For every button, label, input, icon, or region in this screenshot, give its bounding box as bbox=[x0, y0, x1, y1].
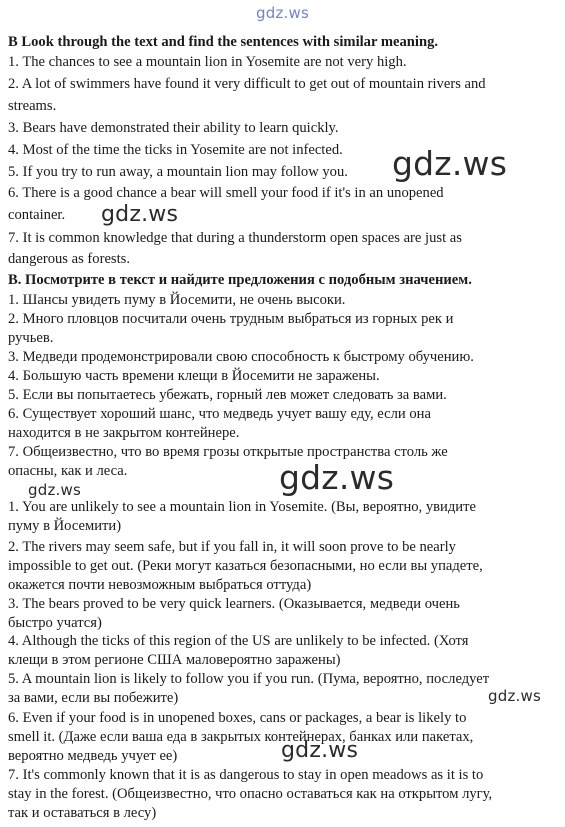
ru-line-10: опасны, как и леса. bbox=[8, 463, 128, 479]
ru-line-3: ручьев. bbox=[8, 330, 54, 346]
watermark-large-1: gdz.ws bbox=[392, 144, 508, 183]
watermark-top: gdz.ws bbox=[256, 4, 309, 22]
en-line-2: 2. A lot of swimmers have found it very difficult to get out of mountain rivers and bbox=[8, 76, 486, 92]
watermark-small-1: gdz.ws bbox=[28, 481, 81, 499]
en-line-4: 3. Bears have demonstrated their ability to learn quickly. bbox=[8, 120, 339, 136]
answer-line-1: 1. You are unlikely to see a mountain lion in Yosemite. (Вы, вероятно, увидите bbox=[8, 499, 476, 515]
ru-line-4: 3. Медведи продемонстрировали свою способность к быстрому обучению. bbox=[8, 349, 474, 365]
en-line-6: 5. If you try to run away, a mountain lion may follow you. bbox=[8, 164, 348, 180]
watermark-small-2: gdz.ws bbox=[488, 687, 541, 705]
en-line-1: 1. The chances to see a mountain lion in Yosemite are not very high. bbox=[8, 54, 407, 70]
heading-en: B Look through the text and find the sentences with similar meaning. bbox=[8, 34, 439, 50]
ru-line-1: 1. Шансы увидеть пуму в Йосемити, не очень высоки. bbox=[8, 292, 346, 308]
en-line-3: streams. bbox=[8, 98, 57, 114]
en-line-10: dangerous as forests. bbox=[8, 251, 130, 267]
en-line-8: container. bbox=[8, 207, 66, 223]
answer-line-5: окажется почти невозможным выбраться оттуда) bbox=[8, 577, 312, 593]
en-line-9: 7. It is common knowledge that during a thunderstorm open spaces are just as bbox=[8, 230, 462, 246]
watermark-medium-2: gdz.ws bbox=[281, 738, 359, 763]
ru-line-7: 6. Существует хороший шанс, что медведь учует вашу еду, если она bbox=[8, 406, 431, 422]
en-line-5: 4. Most of the time the ticks in Yosemite are not infected. bbox=[8, 142, 343, 158]
answer-line-3: 2. The rivers may seem safe, but if you fall in, it will soon prove to be nearly bbox=[8, 539, 456, 555]
answer-line-8: 4. Although the ticks of this region of the US are unlikely to be infected. (Хотя bbox=[8, 633, 469, 649]
ru-line-9: 7. Общеизвестно, что во время грозы открытые пространства столь же bbox=[8, 444, 448, 460]
answer-line-7: быстро учатся) bbox=[8, 615, 102, 631]
answer-line-13: smell it. (Даже если ваша еда в закрытых контейнерах, банках или пакетах, bbox=[8, 729, 474, 745]
ru-line-5: 4. Большую часть времени клещи в Йосемити не заражены. bbox=[8, 368, 380, 384]
watermark-medium-1: gdz.ws bbox=[101, 202, 179, 227]
en-line-7: 6. There is a good chance a bear will smell your food if it's in an unopened bbox=[8, 185, 444, 201]
watermark-large-2: gdz.ws bbox=[279, 458, 395, 497]
answer-line-6: 3. The bears proved to be very quick learners. (Оказывается, медведи очень bbox=[8, 596, 460, 612]
answer-line-14: вероятно медведь учует ее) bbox=[8, 748, 178, 764]
answer-line-2: пуму в Йосемити) bbox=[8, 518, 122, 534]
answer-line-11: за вами, если вы побежите) bbox=[8, 690, 179, 706]
ru-line-6: 5. Если вы попытаетесь убежать, горный лев может следовать за вами. bbox=[8, 387, 447, 403]
answer-line-4: impossible to get out. (Реки могут казаться безопасными, но если вы упадете, bbox=[8, 558, 483, 574]
answer-line-12: 6. Even if your food is in unopened boxes, cans or packages, a bear is likely to bbox=[8, 710, 467, 726]
answer-line-9: клещи в этом регионе США маловероятно заражены) bbox=[8, 652, 341, 668]
answer-line-16: stay in the forest. (Общеизвестно, что опасно оставаться как на открытом лугу, bbox=[8, 786, 493, 802]
ru-line-8: находится в не закрытом контейнере. bbox=[8, 425, 240, 441]
ru-line-2: 2. Много пловцов посчитали очень трудным выбраться из горных рек и bbox=[8, 311, 454, 327]
answer-line-15: 7. It's commonly known that it is as dangerous to stay in open meadows as it is to bbox=[8, 767, 484, 783]
answer-line-17: так и оставаться в лесу) bbox=[8, 805, 157, 821]
answer-line-10: 5. A mountain lion is likely to follow you if you run. (Пума, вероятно, последует bbox=[8, 671, 490, 687]
heading-ru: B. Посмотрите в текст и найдите предложения с подобным значением. bbox=[8, 272, 472, 288]
